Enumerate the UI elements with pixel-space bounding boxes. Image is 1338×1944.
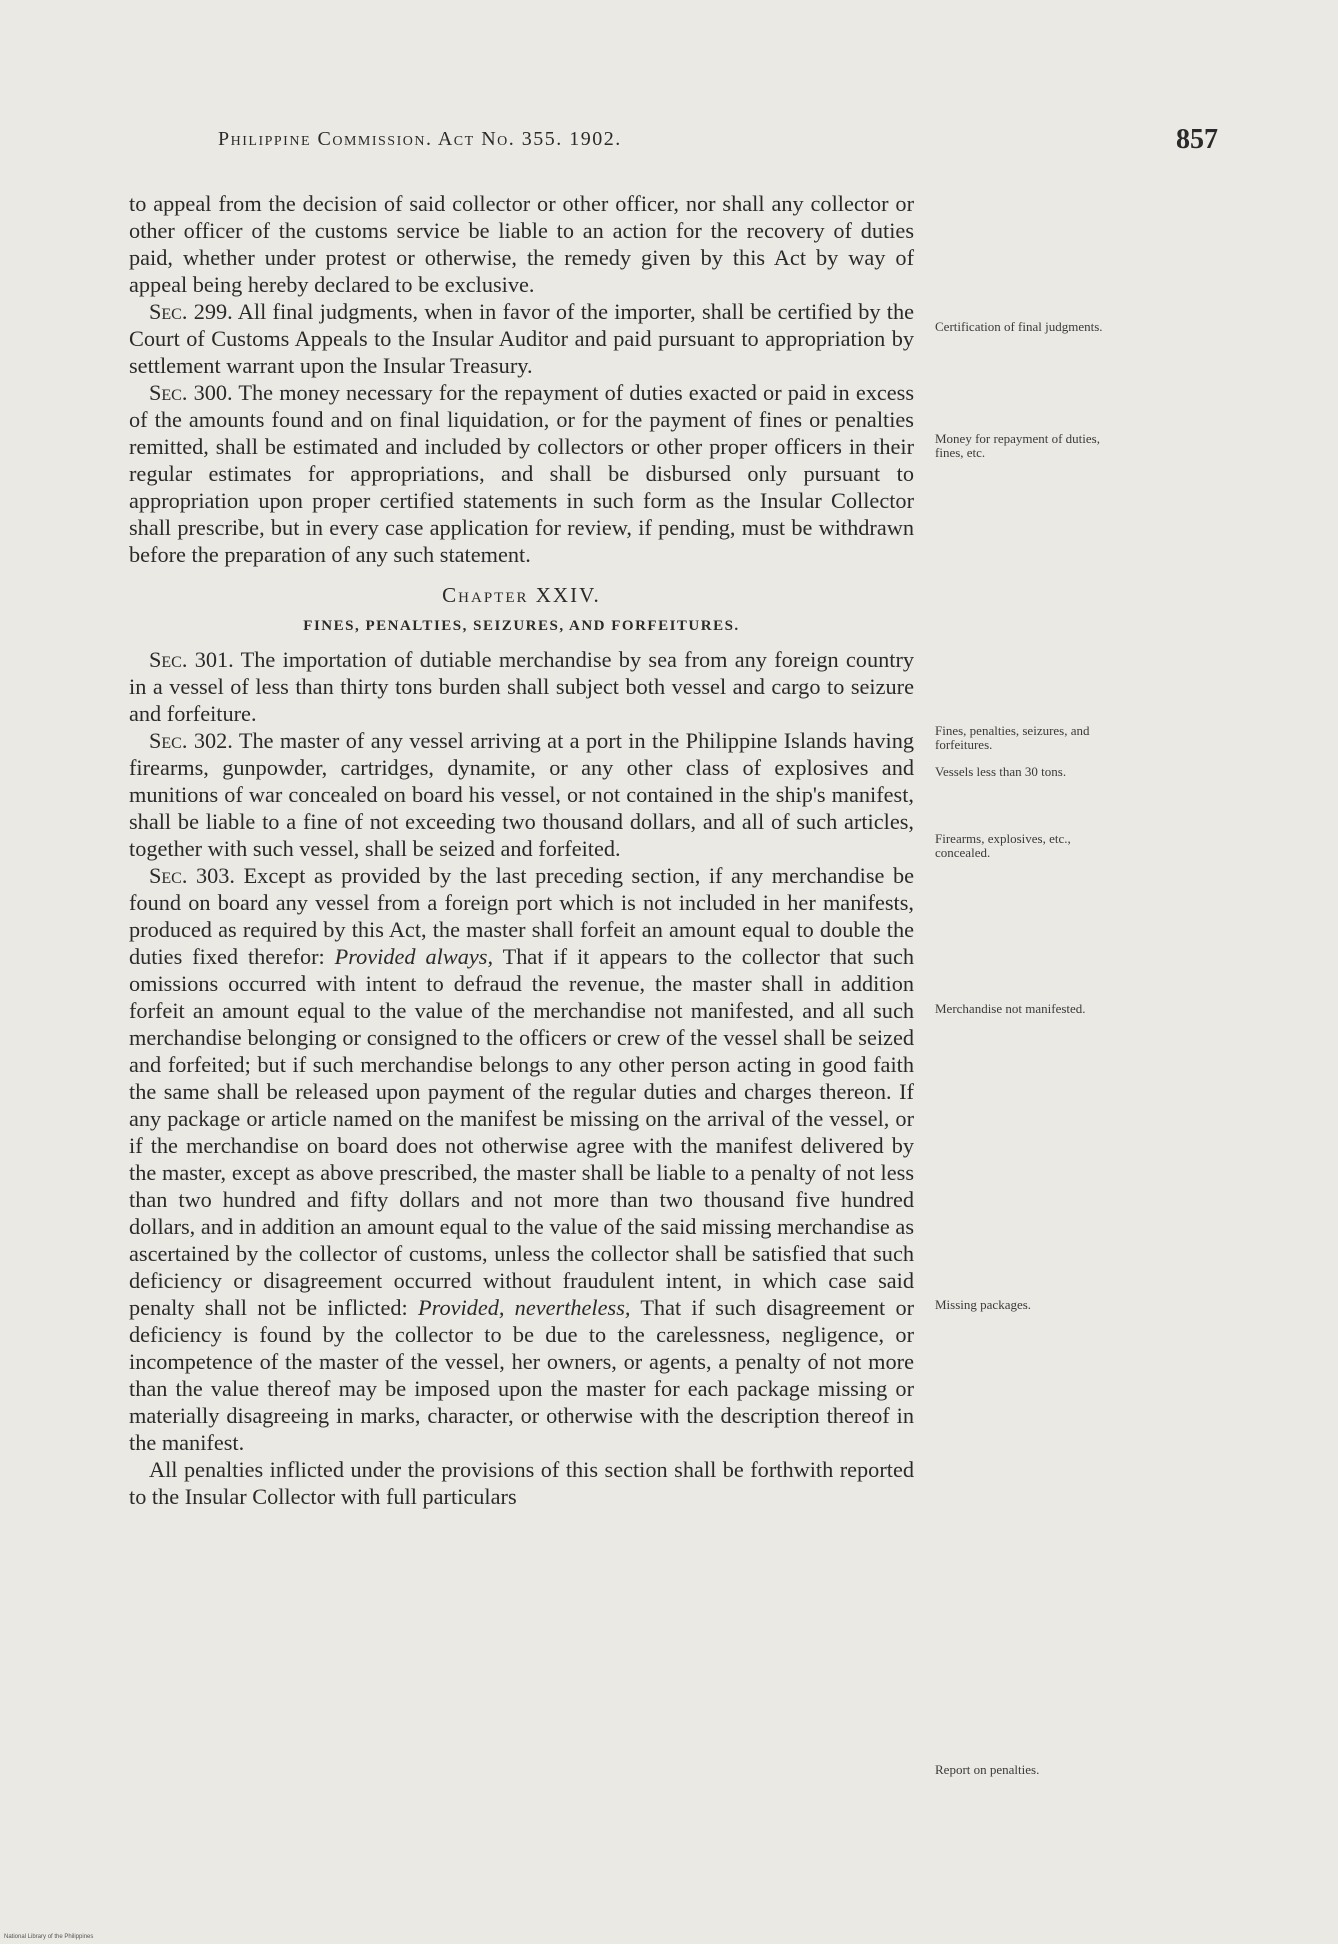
paragraph-sec-301: Sec. 301. The importation of dutiable merchandise by sea from any foreign country in a vessel of less than thirty tons burden shall subject both vessel and cargo to seizure and forfeiture. xyxy=(129,647,915,726)
margin-note: Firearms, explosives, etc., concealed. xyxy=(935,831,1071,860)
proviso-italic: Provided, nevertheless, xyxy=(417,1295,631,1320)
running-head: Philippine Commission. Act No. 355. 1902. xyxy=(218,128,622,150)
section-number: Sec. 299. xyxy=(149,299,233,324)
page-number: 857 xyxy=(1176,124,1218,155)
margin-note: Money for repayment of duties, fines, etc. xyxy=(935,431,1100,460)
chapter-subtitle: FINES, PENALTIES, SEIZURES, AND FORFEITURES. xyxy=(303,618,740,634)
section-number: Sec. 302. xyxy=(149,728,233,753)
section-number: Sec. 300. xyxy=(149,380,233,405)
paragraph-sec-302: Sec. 302. The master of any vessel arriving at a port in the Philippine Islands having firearms, gunpowder, cartridges, dynamite, or any other class of explosives and munitions of war concealed on board his vessel, or not contained in the ship's manifest, shall be liable to a fine of not exceeding two thousand dollars, and all of such articles, together with such vessel, shall be seized and forfeited. xyxy=(129,728,914,861)
body-text xyxy=(129,190,914,1510)
margin-note: Report on penalties. xyxy=(935,1762,1040,1777)
margin-note: Merchandise not manifested. xyxy=(935,1001,1086,1016)
paragraph-continuation: to appeal from the decision of said collector or other officer, nor shall any collector or other officer of the customs service be liable to an action for the recovery of duties paid, whether under protest or otherwise, the remedy given by this Act by way of appeal being hereby declared to be exclusive. xyxy=(129,191,914,297)
footer-mark: National Library of the Philippines xyxy=(4,1934,94,1940)
paragraph-sec-299: Sec. 299. All final judgments, when in favor of the importer, shall be certified by the Court of Customs Appeals to the Insular Auditor and paid pursuant to appropriation by settlement warrant upon the Insular Treasury. xyxy=(129,299,914,378)
paragraph-sec-300: Sec. 300. The money necessary for the repayment of duties exacted or paid in excess of the amounts found and on final liquidation, or for the payment of fines or penalties remitted, shall be estimated and included by collectors or other proper officers in their regular estimates for appropriations, and shall be disbursed only pursuant to appropriation upon proper certified statements in such form as the Insular Collector shall prescribe, but in every case application for review, if pending, must be withdrawn before the preparation of any such statement. xyxy=(129,380,915,567)
section-number: Sec. 301. xyxy=(149,647,234,672)
section-number: Sec. 303. xyxy=(149,863,235,888)
margin-note: Missing packages. xyxy=(935,1297,1032,1312)
paragraph-sec-303: Sec. 303. Except as provided by the last preceding section, if any merchandise be found on board any vessel from a foreign port which is not included in her manifests, produced as required by this Act, the master shall forfeit an amount equal to double the duties fixed therefor: Provided always, That if it appears to the collector that such omissions occurred with intent to defraud the revenue, the master shall in addition forfeit an amount equal to the value of the merchandise not manifested, and all such merchandise belonging or consigned to the officers or crew of the vessel shall be seized and forfeited; but if such merchandise belongs to any other person acting in good faith the same shall be released upon payment of the regular duties and charges thereon. If any package or article named on the manifest be missing on the arrival of the vessel, or if the merchandise on board does not otherwise agree with the manifest delivered by the master, except as above prescribed, the master shall be liable to a penalty of not less than two hundred and fifty dollars and not more than two thousand five hundred dollars, and in addition an amount equal to the value of the said missing merchandise as ascertained by the collector of customs, unless the collector shall be satisfied that such deficiency or disagreement occurred without fraudulent intent, in which case said penalty shall not be inflicted: Provided, nevertheless, That if such disagreement or deficiency is found by the collector to be due to the carelessness, negligence, or incompetence of the master of the vessel, her owners, or agents, a penalty of not more than the value thereof may be imposed upon the master for each package missing or materially disagreeing in marks, character, or otherwise with the description thereof in the manifest. xyxy=(129,863,915,1455)
chapter-title: Chapter XXIV. xyxy=(442,583,601,607)
proviso-italic: Provided always, xyxy=(334,944,494,969)
margin-note: Certification of final judgments. xyxy=(935,319,1103,334)
paragraph-penalties-report: All penalties inflicted under the provisions of this section shall be forthwith reported to the Insular Collector with full particulars xyxy=(129,1457,914,1509)
margin-note: Fines, penalties, seizures, and forfeitures. xyxy=(935,723,1090,752)
margin-note: Vessels less than 30 tons. xyxy=(935,764,1067,779)
